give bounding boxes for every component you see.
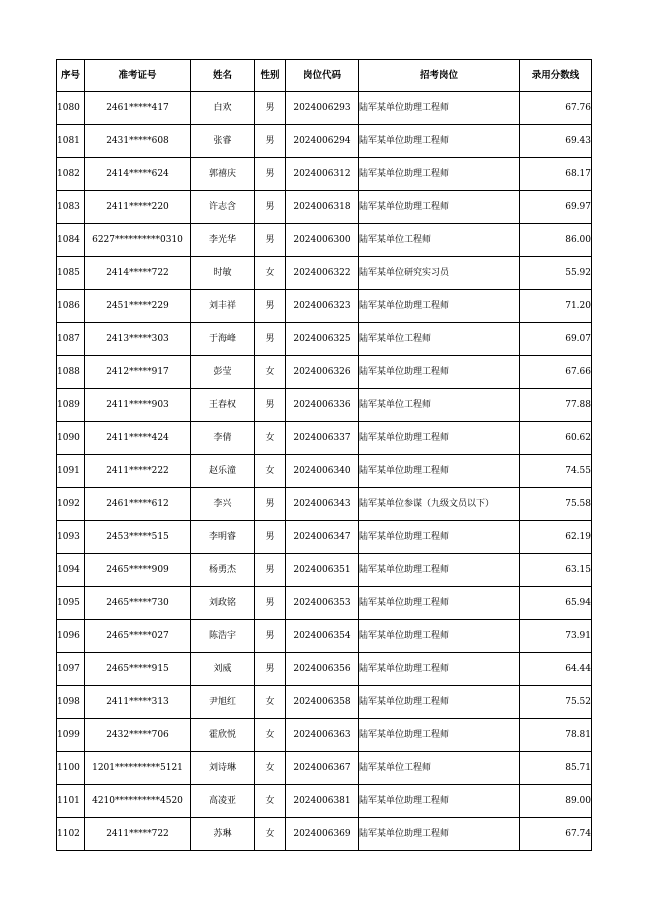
cell-score: 60.62 bbox=[520, 422, 592, 455]
cell-score: 77.88 bbox=[520, 389, 592, 422]
cell-post: 陆军某单位助理工程师 bbox=[359, 92, 520, 125]
cell-gender: 女 bbox=[255, 422, 286, 455]
cell-ticket: 2411*****903 bbox=[85, 389, 191, 422]
cell-post: 陆军某单位助理工程师 bbox=[359, 356, 520, 389]
cell-seq: 1098 bbox=[57, 686, 85, 719]
cell-code: 2024006353 bbox=[286, 587, 359, 620]
cell-code: 2024006323 bbox=[286, 290, 359, 323]
cell-gender: 女 bbox=[255, 356, 286, 389]
cell-ticket: 6227**********0310 bbox=[85, 224, 191, 257]
table-row bbox=[57, 785, 592, 818]
cell-gender: 女 bbox=[255, 455, 286, 488]
header-score: 录用分数线 bbox=[520, 60, 592, 92]
cell-ticket: 2465*****909 bbox=[85, 554, 191, 587]
cell-score: 69.07 bbox=[520, 323, 592, 356]
cell-post: 陆军某单位助理工程师 bbox=[359, 125, 520, 158]
cell-name: 王春权 bbox=[191, 389, 255, 422]
table-row bbox=[57, 455, 592, 488]
cell-seq: 1086 bbox=[57, 290, 85, 323]
cell-score: 69.43 bbox=[520, 125, 592, 158]
table-row bbox=[57, 257, 592, 290]
cell-code: 2024006356 bbox=[286, 653, 359, 686]
cell-name: 李明睿 bbox=[191, 521, 255, 554]
cell-name: 刘威 bbox=[191, 653, 255, 686]
cell-code: 2024006336 bbox=[286, 389, 359, 422]
table-row bbox=[57, 92, 592, 125]
table-row bbox=[57, 686, 592, 719]
cell-seq: 1097 bbox=[57, 653, 85, 686]
table-row bbox=[57, 422, 592, 455]
cell-gender: 男 bbox=[255, 653, 286, 686]
cell-gender: 女 bbox=[255, 818, 286, 851]
cell-name: 苏琳 bbox=[191, 818, 255, 851]
cell-name: 郭禧庆 bbox=[191, 158, 255, 191]
cell-ticket: 2451*****229 bbox=[85, 290, 191, 323]
cell-gender: 女 bbox=[255, 719, 286, 752]
cell-code: 2024006337 bbox=[286, 422, 359, 455]
cell-score: 64.44 bbox=[520, 653, 592, 686]
cell-score: 78.81 bbox=[520, 719, 592, 752]
table-row bbox=[57, 290, 592, 323]
cell-gender: 男 bbox=[255, 92, 286, 125]
cell-name: 霍欣悦 bbox=[191, 719, 255, 752]
cell-ticket: 2461*****417 bbox=[85, 92, 191, 125]
cell-ticket: 2412*****917 bbox=[85, 356, 191, 389]
cell-post: 陆军某单位助理工程师 bbox=[359, 686, 520, 719]
table-row bbox=[57, 620, 592, 653]
header-gender: 性别 bbox=[255, 60, 286, 92]
cell-score: 75.58 bbox=[520, 488, 592, 521]
cell-seq: 1082 bbox=[57, 158, 85, 191]
cell-post: 陆军某单位工程师 bbox=[359, 389, 520, 422]
header-post: 招考岗位 bbox=[359, 60, 520, 92]
cell-name: 赵乐潼 bbox=[191, 455, 255, 488]
cell-ticket: 2465*****027 bbox=[85, 620, 191, 653]
cell-gender: 男 bbox=[255, 158, 286, 191]
cell-gender: 女 bbox=[255, 785, 286, 818]
cell-seq: 1090 bbox=[57, 422, 85, 455]
cell-seq: 1083 bbox=[57, 191, 85, 224]
cell-name: 李兴 bbox=[191, 488, 255, 521]
cell-ticket: 2465*****730 bbox=[85, 587, 191, 620]
cell-gender: 男 bbox=[255, 488, 286, 521]
cell-code: 2024006363 bbox=[286, 719, 359, 752]
cell-gender: 男 bbox=[255, 389, 286, 422]
cell-code: 2024006326 bbox=[286, 356, 359, 389]
cell-seq: 1100 bbox=[57, 752, 85, 785]
cell-code: 2024006347 bbox=[286, 521, 359, 554]
cell-code: 2024006369 bbox=[286, 818, 359, 851]
cell-post: 陆军某单位参谋（九级文员以下） bbox=[359, 488, 520, 521]
table-header bbox=[57, 60, 592, 92]
table-row bbox=[57, 323, 592, 356]
cell-post: 陆军某单位助理工程师 bbox=[359, 554, 520, 587]
cell-name: 刘诗琳 bbox=[191, 752, 255, 785]
cell-post: 陆军某单位助理工程师 bbox=[359, 818, 520, 851]
cell-post: 陆军某单位工程师 bbox=[359, 323, 520, 356]
cell-seq: 1092 bbox=[57, 488, 85, 521]
table-row bbox=[57, 554, 592, 587]
cell-score: 67.74 bbox=[520, 818, 592, 851]
cell-ticket: 2411*****313 bbox=[85, 686, 191, 719]
cell-seq: 1088 bbox=[57, 356, 85, 389]
cell-code: 2024006340 bbox=[286, 455, 359, 488]
cell-seq: 1099 bbox=[57, 719, 85, 752]
cell-gender: 女 bbox=[255, 752, 286, 785]
table-row bbox=[57, 752, 592, 785]
cell-seq: 1089 bbox=[57, 389, 85, 422]
table-row bbox=[57, 125, 592, 158]
cell-ticket: 2414*****722 bbox=[85, 257, 191, 290]
cell-seq: 1085 bbox=[57, 257, 85, 290]
cell-ticket: 2453*****515 bbox=[85, 521, 191, 554]
header-row bbox=[57, 60, 592, 92]
cell-name: 许志含 bbox=[191, 191, 255, 224]
header-seq: 序号 bbox=[57, 60, 85, 92]
cell-gender: 男 bbox=[255, 554, 286, 587]
cell-name: 白欢 bbox=[191, 92, 255, 125]
cell-name: 于海峰 bbox=[191, 323, 255, 356]
cell-seq: 1094 bbox=[57, 554, 85, 587]
cell-score: 86.00 bbox=[520, 224, 592, 257]
table-row bbox=[57, 521, 592, 554]
cell-code: 2024006343 bbox=[286, 488, 359, 521]
cell-ticket: 4210**********4520 bbox=[85, 785, 191, 818]
cell-score: 74.55 bbox=[520, 455, 592, 488]
cell-code: 2024006300 bbox=[286, 224, 359, 257]
cell-seq: 1102 bbox=[57, 818, 85, 851]
cell-code: 2024006312 bbox=[286, 158, 359, 191]
cell-ticket: 2431*****608 bbox=[85, 125, 191, 158]
table-body bbox=[57, 92, 592, 851]
cell-ticket: 2461*****612 bbox=[85, 488, 191, 521]
cell-ticket: 2411*****220 bbox=[85, 191, 191, 224]
table-row bbox=[57, 653, 592, 686]
cell-name: 刘政铭 bbox=[191, 587, 255, 620]
cell-name: 彭莹 bbox=[191, 356, 255, 389]
cell-post: 陆军某单位工程师 bbox=[359, 224, 520, 257]
cell-score: 65.94 bbox=[520, 587, 592, 620]
cell-ticket: 2411*****424 bbox=[85, 422, 191, 455]
cell-gender: 男 bbox=[255, 323, 286, 356]
cell-score: 67.76 bbox=[520, 92, 592, 125]
cell-seq: 1084 bbox=[57, 224, 85, 257]
header-name: 姓名 bbox=[191, 60, 255, 92]
cell-name: 高凌亚 bbox=[191, 785, 255, 818]
cell-ticket: 2465*****915 bbox=[85, 653, 191, 686]
cell-ticket: 2414*****624 bbox=[85, 158, 191, 191]
cell-name: 李光华 bbox=[191, 224, 255, 257]
cell-name: 尹旭红 bbox=[191, 686, 255, 719]
cell-code: 2024006322 bbox=[286, 257, 359, 290]
table-row bbox=[57, 224, 592, 257]
cell-name: 时敏 bbox=[191, 257, 255, 290]
table-row bbox=[57, 818, 592, 851]
cell-score: 55.92 bbox=[520, 257, 592, 290]
cell-code: 2024006351 bbox=[286, 554, 359, 587]
cell-ticket: 2413*****303 bbox=[85, 323, 191, 356]
cell-seq: 1093 bbox=[57, 521, 85, 554]
cell-post: 陆军某单位助理工程师 bbox=[359, 191, 520, 224]
cell-seq: 1081 bbox=[57, 125, 85, 158]
cell-code: 2024006381 bbox=[286, 785, 359, 818]
table-row bbox=[57, 488, 592, 521]
cell-name: 张睿 bbox=[191, 125, 255, 158]
cell-post: 陆军某单位助理工程师 bbox=[359, 587, 520, 620]
cell-code: 2024006354 bbox=[286, 620, 359, 653]
cell-seq: 1080 bbox=[57, 92, 85, 125]
cell-score: 89.00 bbox=[520, 785, 592, 818]
cell-ticket: 2411*****222 bbox=[85, 455, 191, 488]
cell-post: 陆军某单位助理工程师 bbox=[359, 521, 520, 554]
cell-post: 陆军某单位助理工程师 bbox=[359, 620, 520, 653]
cell-post: 陆军某单位工程师 bbox=[359, 752, 520, 785]
cell-post: 陆军某单位助理工程师 bbox=[359, 455, 520, 488]
header-ticket: 准考证号 bbox=[85, 60, 191, 92]
cell-seq: 1096 bbox=[57, 620, 85, 653]
table-row bbox=[57, 158, 592, 191]
cell-code: 2024006293 bbox=[286, 92, 359, 125]
cell-post: 陆军某单位研究实习员 bbox=[359, 257, 520, 290]
cell-score: 85.71 bbox=[520, 752, 592, 785]
cell-score: 67.66 bbox=[520, 356, 592, 389]
header-code: 岗位代码 bbox=[286, 60, 359, 92]
table-row bbox=[57, 191, 592, 224]
cell-post: 陆军某单位助理工程师 bbox=[359, 422, 520, 455]
cell-name: 陈浩宇 bbox=[191, 620, 255, 653]
cell-gender: 男 bbox=[255, 290, 286, 323]
cell-code: 2024006325 bbox=[286, 323, 359, 356]
cell-gender: 男 bbox=[255, 587, 286, 620]
cell-gender: 女 bbox=[255, 686, 286, 719]
table-row bbox=[57, 587, 592, 620]
cell-gender: 男 bbox=[255, 191, 286, 224]
table-row bbox=[57, 356, 592, 389]
cell-seq: 1087 bbox=[57, 323, 85, 356]
cell-score: 75.52 bbox=[520, 686, 592, 719]
cell-post: 陆军某单位助理工程师 bbox=[359, 653, 520, 686]
cell-score: 71.20 bbox=[520, 290, 592, 323]
cell-ticket: 2432*****706 bbox=[85, 719, 191, 752]
cell-code: 2024006358 bbox=[286, 686, 359, 719]
cell-score: 63.15 bbox=[520, 554, 592, 587]
cell-code: 2024006318 bbox=[286, 191, 359, 224]
cell-score: 62.19 bbox=[520, 521, 592, 554]
cell-post: 陆军某单位助理工程师 bbox=[359, 158, 520, 191]
cell-score: 73.91 bbox=[520, 620, 592, 653]
cell-gender: 女 bbox=[255, 257, 286, 290]
table-row bbox=[57, 719, 592, 752]
cell-gender: 男 bbox=[255, 125, 286, 158]
cell-seq: 1091 bbox=[57, 455, 85, 488]
cell-post: 陆军某单位助理工程师 bbox=[359, 290, 520, 323]
table-row bbox=[57, 389, 592, 422]
cell-gender: 男 bbox=[255, 521, 286, 554]
cell-seq: 1095 bbox=[57, 587, 85, 620]
cell-name: 李倩 bbox=[191, 422, 255, 455]
score-table bbox=[56, 59, 592, 851]
cell-name: 杨勇杰 bbox=[191, 554, 255, 587]
cell-name: 刘丰祥 bbox=[191, 290, 255, 323]
cell-code: 2024006294 bbox=[286, 125, 359, 158]
cell-post: 陆军某单位助理工程师 bbox=[359, 719, 520, 752]
cell-seq: 1101 bbox=[57, 785, 85, 818]
cell-gender: 男 bbox=[255, 224, 286, 257]
cell-score: 68.17 bbox=[520, 158, 592, 191]
cell-ticket: 1201**********5121 bbox=[85, 752, 191, 785]
cell-post: 陆军某单位助理工程师 bbox=[359, 785, 520, 818]
cell-code: 2024006367 bbox=[286, 752, 359, 785]
cell-ticket: 2411*****722 bbox=[85, 818, 191, 851]
cell-gender: 男 bbox=[255, 620, 286, 653]
cell-score: 69.97 bbox=[520, 191, 592, 224]
